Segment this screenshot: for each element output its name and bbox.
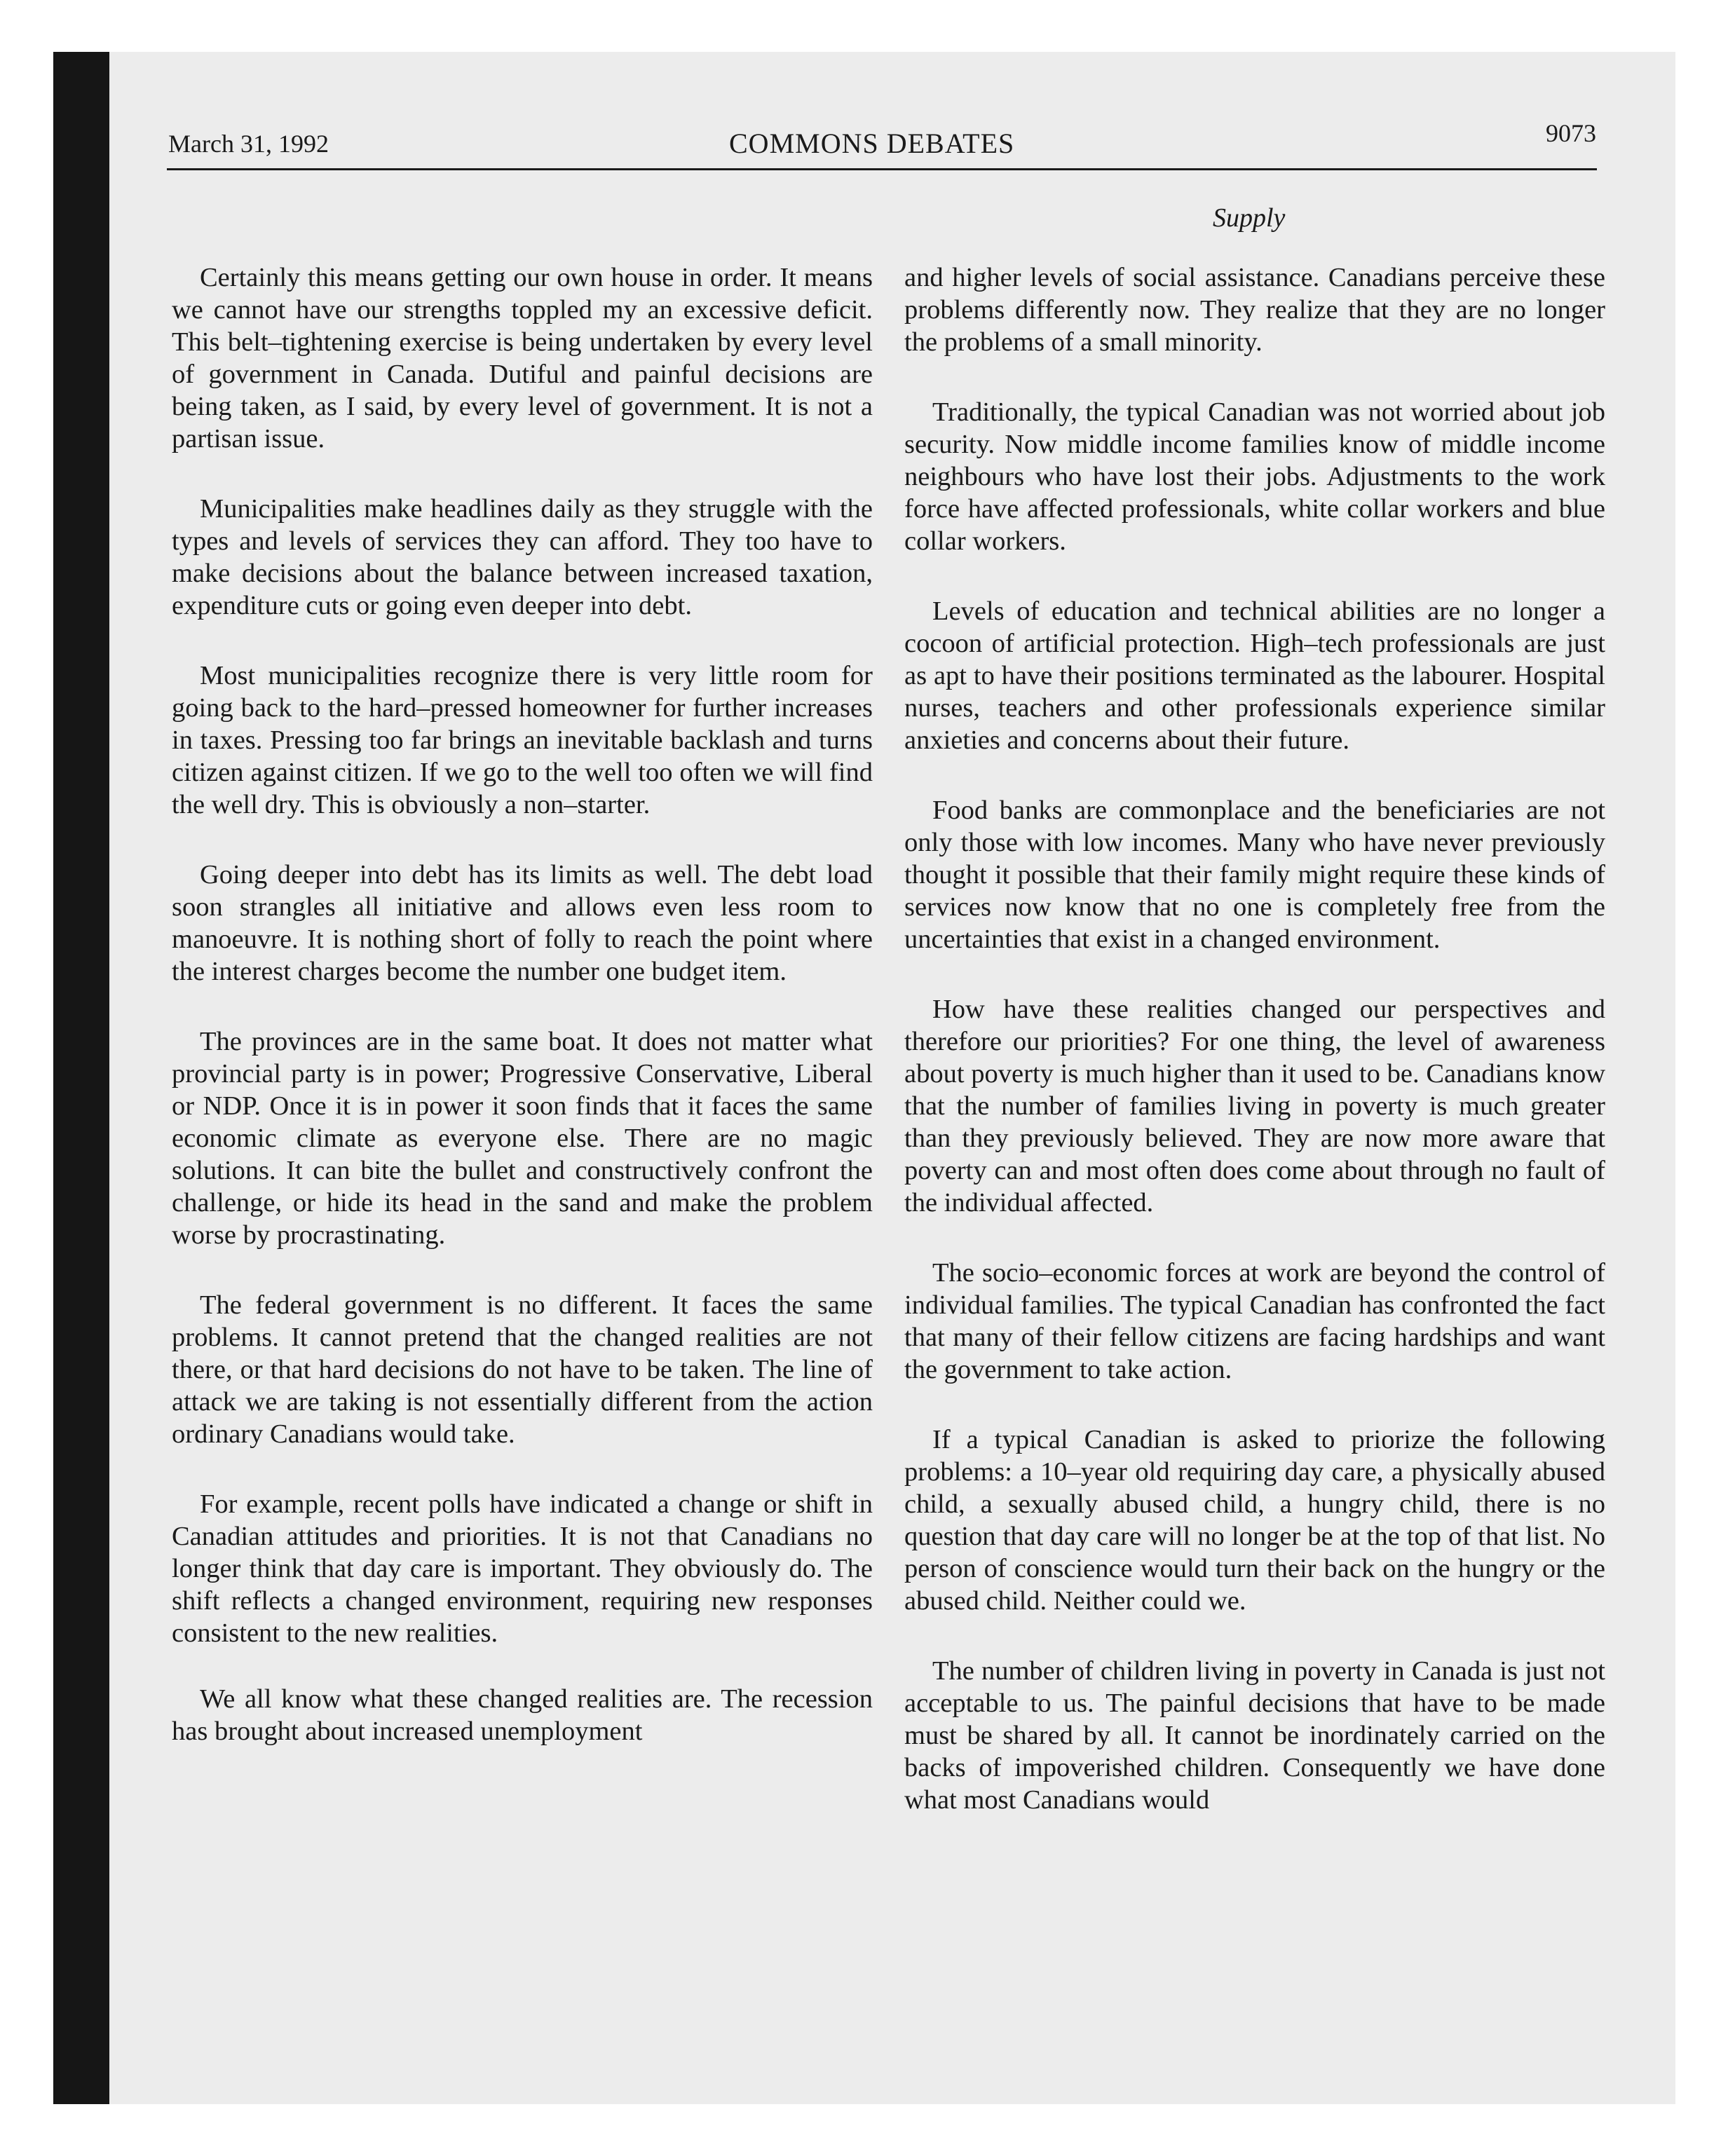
page-number: 9073: [1546, 119, 1596, 147]
paragraph: We all know what these changed realities are. The recession has brought about increased unemployment: [172, 1684, 873, 1746]
header-rule: [167, 168, 1597, 170]
paragraph: Levels of education and technical abilities are no longer a cocoon of artificial protection. High–tech professionals are just as apt to have their positions terminated as the labourer. Hospital nurses, teachers and other professionals experience similar anxieties and concerns about their future.: [904, 596, 1605, 755]
left-column: [172, 261, 873, 1785]
paragraph: Going deeper into debt has its limits as well. The debt load soon strangles all initiative and allows even less room to manoeuvre. It is nothing short of folly to reach the point where the interest charges become the number one budget item.: [172, 860, 873, 986]
paragraph: Food banks are commonplace and the beneficiaries are not only those with low incomes. Many who have never previously thought it possible that their family might require these kinds of services now know that no one is completely free from the uncertainties that exist in a changed environment.: [904, 796, 1605, 954]
paragraph: Traditionally, the typical Canadian was not worried about job security. Now middle income families know of middle income neighbours who have lost their jobs. Adjustments to the work force have affected professionals, white collar workers and blue collar workers.: [904, 397, 1605, 556]
paragraph: For example, recent polls have indicated a change or shift in Canadian attitudes and priorities. It is not that Canadians no longer think that day care is important. They obviously do. The shift reflects a changed environment, requiring new responses consistent to the new realities.: [172, 1489, 873, 1648]
publication-title: COMMONS DEBATES: [729, 128, 1015, 159]
paragraph: The provinces are in the same boat. It does not matter what provincial party is in power; Progressive Conservative, Liberal or NDP. Once it is in power it soon finds that it faces the same economic climate as everyone else. There are no magic solutions. It can bite the bullet and constructively confront the challenge, or hide its head in the sand and make the problem worse by procrastinating.: [172, 1027, 873, 1250]
paragraph: The federal government is no different. It faces the same problems. It cannot pretend that the changed realities are not there, or that hard decisions do not have to be taken. The line of attack we are taking is not essentially different from the action ordinary Canadians would take.: [172, 1290, 873, 1449]
paragraph: The socio–economic forces at work are beyond the control of individual families. The typical Canadian has confronted the fact that many of their fellow citizens are facing hardships and want the government to take action.: [904, 1258, 1605, 1384]
paragraph: Certainly this means getting our own house in order. It means we cannot have our strengths toppled my an excessive deficit. This belt–tightening exercise is being undertaken by every level of government in Canada. Dutiful and painful decisions are being taken, as I said, by every level of government. It is not a partisan issue.: [172, 263, 873, 453]
paragraph: Municipalities make headlines daily as they struggle with the types and levels of services they can afford. They too have to make decisions about the balance between increased taxation, expenditure cuts or going even deeper into debt.: [172, 494, 873, 620]
paragraph: If a typical Canadian is asked to priorize the following problems: a 10–year old requiring day care, a physically abused child, a sexually abused child, a hungry child, there is no question that day care will no longer be at the top of that list. No person of conscience would turn their back on the hungry or the abused child. Neither could we.: [904, 1425, 1605, 1616]
paragraph: How have these realities changed our perspectives and therefore our priorities? For one thing, the level of awareness about poverty is much higher than it used to be. Canadians know that the number of families living in poverty is much greater than they previously believed. They are now more aware that poverty can and most often does come about through no fault of the individual affected.: [904, 995, 1605, 1217]
section-label: Supply: [1213, 203, 1286, 233]
header-date: March 31, 1992: [168, 130, 329, 158]
paragraph: and higher levels of social assistance. Canadians perceive these problems differently now. They realize that they are no longer the problems of a small minority.: [904, 263, 1605, 357]
paragraph: Most municipalities recognize there is very little room for going back to the hard–pressed homeowner for further increases in taxes. Pressing too far brings an inevitable backlash and turns citizen against citizen. If we go to the well too often we will find the well dry. This is obviously a non–starter.: [172, 661, 873, 819]
paragraph: The number of children living in poverty in Canada is just not acceptable to us. The painful decisions that have to be made must be shared by all. It cannot be inordinately carried on the backs of impoverished children. Consequently we have done what most Canadians would: [904, 1656, 1605, 1815]
right-column: [904, 261, 1605, 1854]
scan-binding-edge: [53, 52, 109, 2104]
